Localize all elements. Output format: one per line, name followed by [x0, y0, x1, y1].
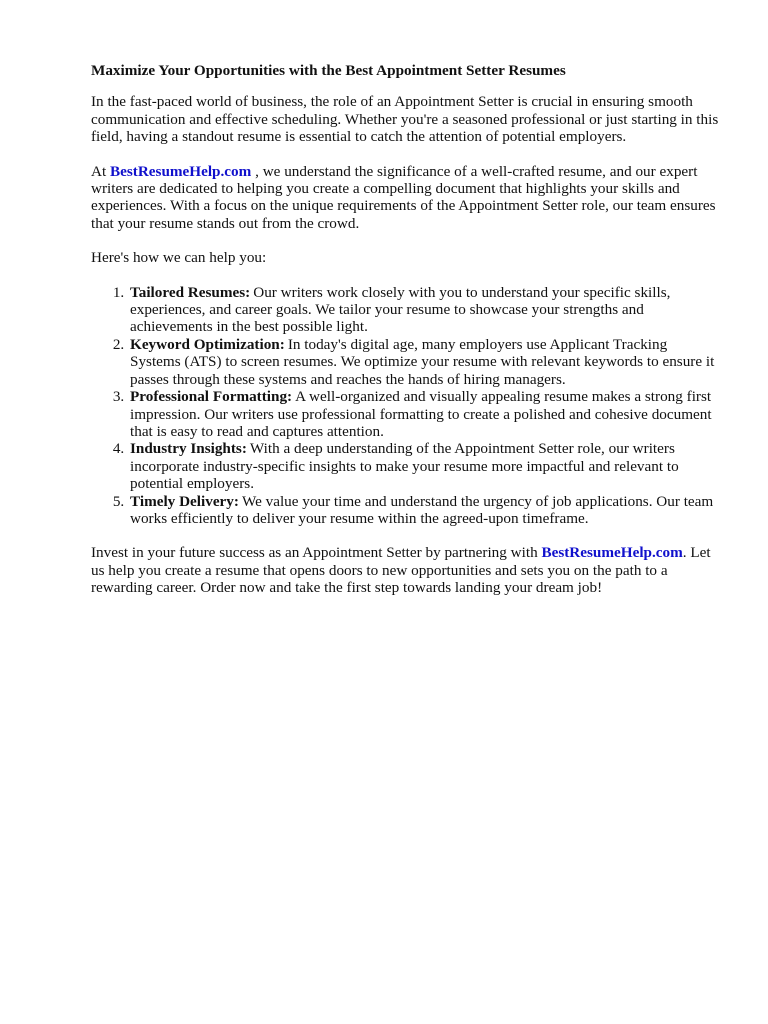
list-item — [128, 440, 721, 492]
brand-link[interactable]: BestResumeHelp.com — [109, 162, 252, 180]
list-item-heading: Tailored Resumes: — [130, 283, 251, 301]
list-item-text: We value your time and understand the urgency of job applications. Our team works efficiently to deliver your resume within the agreed-upon timeframe. — [130, 492, 714, 527]
list-item — [128, 493, 721, 528]
list-item-heading: Industry Insights: — [130, 440, 247, 458]
list-item — [128, 336, 721, 388]
company-paragraph-text: , we understand the significance of a well-crafted resume, and our expert writers are dedicated to helping you create a compelling document that highlights your skills and experiences. With a focus on the unique requirements of the Appointment Setter role, our team ensures that your resume stands out from the crowd. — [91, 162, 716, 232]
services-list — [91, 284, 721, 528]
list-item — [128, 388, 721, 440]
closing-brand-link[interactable]: BestResumeHelp.com — [541, 544, 683, 562]
company-paragraph — [91, 163, 721, 233]
list-item-text: With a deep understanding of the Appointment Setter role, our writers incorporate industry-specific insights to make your resume more impactful and relevant to potential employers. — [130, 440, 679, 493]
intro-paragraph: In the fast-paced world of business, the role of an Appointment Setter is crucial in ensuring smooth communication and effective scheduling. Whether you're a seasoned professional or just starting in this field, having a standout resume is essential to catch the attention of potential employers. — [91, 93, 719, 146]
list-item-text: In today's digital age, many employers use Applicant Tracking Systems (ATS) to screen resumes. We optimize your resume with relevant keywords to ensure it passes through these systems and reaches the hands of hiring managers. — [130, 335, 715, 388]
list-item-heading: Timely Delivery: — [130, 492, 239, 510]
list-item-heading: Professional Formatting: — [130, 388, 293, 406]
list-intro: Here's how we can help you: — [91, 249, 267, 267]
document-title: Maximize Your Opportunities with the Best Appointment Setter Resumes — [91, 62, 566, 79]
list-item-heading: Keyword Optimization: — [130, 335, 285, 353]
list-item-text: Our writers work closely with you to understand your specific skills, experiences, and career goals. We tailor your resume to showcase your strengths and achievements in the best possible light. — [130, 283, 671, 336]
list-item-text: A well-organized and visually appealing resume makes a strong first impression. Our writers use professional formatting to create a polished and cohesive document that is easy to read and captures attention. — [130, 388, 712, 440]
closing-paragraph-text: . Let us help you create a resume that opens doors to new opportunities and sets you on the path to a rewarding career. Order now and take the first step towards landing your dream job! — [91, 544, 711, 597]
list-item — [128, 284, 721, 336]
company-paragraph-prefix: At — [91, 162, 107, 180]
closing-paragraph — [91, 544, 721, 596]
document-page — [91, 62, 721, 614]
closing-paragraph-prefix: Invest in your future success as an Appointment Setter by partnering with — [91, 544, 538, 562]
